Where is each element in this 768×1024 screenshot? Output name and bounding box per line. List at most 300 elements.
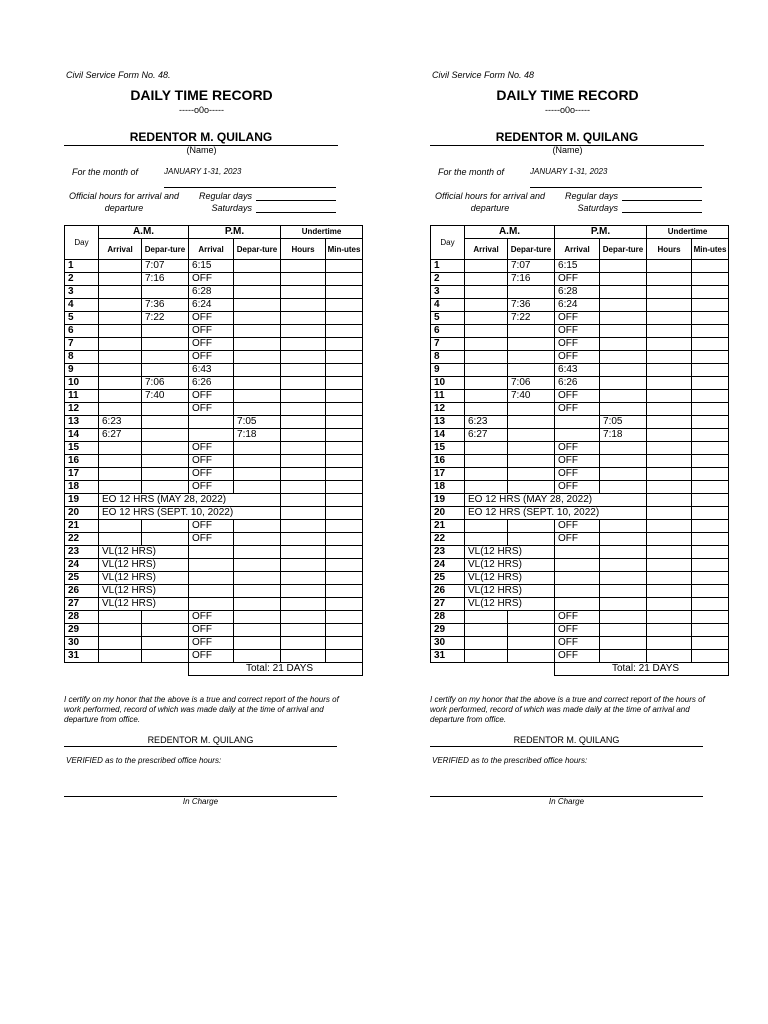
- day-number: 14: [65, 429, 99, 442]
- table-row: [65, 403, 363, 416]
- table-row: [431, 377, 729, 390]
- day-number: 19: [431, 494, 465, 507]
- am-departure-cell: [142, 286, 189, 299]
- pm-departure-cell: [600, 520, 647, 533]
- empty-cell: [555, 572, 600, 585]
- table-row: [65, 364, 363, 377]
- table-row: [65, 273, 363, 286]
- pm-departure-cell: [600, 468, 647, 481]
- am-arrival-cell: [99, 390, 142, 403]
- total-days: Total: 21 DAYS: [555, 663, 729, 676]
- pm-departure-cell: [234, 442, 281, 455]
- empty-cell: [234, 559, 281, 572]
- day-number: 6: [431, 325, 465, 338]
- day-number: 26: [65, 585, 99, 598]
- undertime-hours-cell: [281, 455, 326, 468]
- am-departure-cell: [508, 325, 555, 338]
- pm-arrival-cell: OFF: [555, 533, 600, 546]
- undertime-minutes-cell: [326, 273, 363, 286]
- pm-departure-cell: [234, 468, 281, 481]
- saturdays-label: Saturdays: [211, 203, 252, 213]
- pm-arrival-cell: OFF: [555, 650, 600, 663]
- am-header: A.M.: [99, 226, 189, 239]
- am-departure-cell: [142, 611, 189, 624]
- am-departure-cell: 7:16: [142, 273, 189, 286]
- undertime-hours-cell: [647, 351, 692, 364]
- pm-arrival-cell: OFF: [555, 468, 600, 481]
- undertime-minutes-cell: [326, 286, 363, 299]
- am-arrival-cell: [99, 338, 142, 351]
- signature-name: REDENTOR M. QUILANG: [64, 735, 337, 747]
- month-label: For the month of: [438, 167, 505, 177]
- row-remark: VL(12 HRS): [465, 546, 555, 559]
- saturdays-label: Saturdays: [577, 203, 618, 213]
- day-number: 19: [65, 494, 99, 507]
- day-number: 8: [431, 351, 465, 364]
- table-row: [431, 390, 729, 403]
- am-departure-cell: [142, 429, 189, 442]
- undertime-minutes-cell: [692, 559, 729, 572]
- am-departure-cell: [142, 637, 189, 650]
- day-number: 12: [65, 403, 99, 416]
- undertime-hours-cell: [647, 507, 692, 520]
- pm-arrival-cell: OFF: [189, 611, 234, 624]
- undertime-hours-cell: [647, 416, 692, 429]
- am-departure-cell: [508, 611, 555, 624]
- am-arrival-cell: [465, 312, 508, 325]
- am-departure-cell: [508, 403, 555, 416]
- undertime-hours-cell: [647, 260, 692, 273]
- undertime-minutes-cell: [692, 429, 729, 442]
- am-arrival-cell: [99, 273, 142, 286]
- pm-arrival-cell: 6:28: [189, 286, 234, 299]
- am-departure-cell: [508, 364, 555, 377]
- table-row: [65, 377, 363, 390]
- am-arrival-cell: [465, 390, 508, 403]
- empty-cell: [189, 572, 234, 585]
- table-row: [431, 598, 729, 611]
- pm-departure-cell: 7:05: [234, 416, 281, 429]
- row-remark: VL(12 HRS): [99, 559, 189, 572]
- day-number: 20: [65, 507, 99, 520]
- day-number: 23: [65, 546, 99, 559]
- undertime-minutes-cell: [326, 403, 363, 416]
- undertime-hours-cell: [647, 559, 692, 572]
- pm-departure-cell: [600, 455, 647, 468]
- undertime-minutes-cell: [692, 442, 729, 455]
- undertime-minutes-cell: [692, 299, 729, 312]
- day-header: Day: [65, 226, 99, 260]
- pm-arrival-cell: OFF: [555, 325, 600, 338]
- am-arrival-cell: [99, 637, 142, 650]
- regular-days-line: [622, 200, 702, 201]
- am-departure-cell: [142, 481, 189, 494]
- pm-departure-cell: [600, 637, 647, 650]
- name-caption: (Name): [552, 145, 583, 155]
- undertime-hours-cell: [281, 325, 326, 338]
- day-number: 25: [431, 572, 465, 585]
- pm-departure-cell: [234, 338, 281, 351]
- day-number: 9: [431, 364, 465, 377]
- pm-arrival-cell: OFF: [189, 403, 234, 416]
- table-row: [431, 494, 729, 507]
- day-number: 18: [65, 481, 99, 494]
- row-remark: VL(12 HRS): [465, 598, 555, 611]
- am-arrival-cell: [99, 611, 142, 624]
- undertime-hours-cell: [647, 403, 692, 416]
- pm-arrival-cell: 6:28: [555, 286, 600, 299]
- undertime-minutes-cell: [692, 481, 729, 494]
- undertime-minutes-cell: [326, 650, 363, 663]
- am-departure-cell: 7:07: [142, 260, 189, 273]
- am-arrival-cell: [465, 520, 508, 533]
- am-departure-cell: [142, 533, 189, 546]
- undertime-minutes-cell: [326, 611, 363, 624]
- undertime-hours-cell: [281, 611, 326, 624]
- pm-departure-cell: [234, 455, 281, 468]
- undertime-hours-cell: [281, 546, 326, 559]
- time-record-table: [64, 225, 363, 676]
- form-title: DAILY TIME RECORD: [496, 87, 639, 103]
- day-number: 13: [431, 416, 465, 429]
- undertime-hours-cell: [647, 533, 692, 546]
- table-row: [65, 260, 363, 273]
- pm-departure-cell: [234, 325, 281, 338]
- am-arrival-cell: [99, 468, 142, 481]
- pm-arrival-cell: OFF: [555, 455, 600, 468]
- am-departure-header: Depar-ture: [508, 239, 555, 260]
- employee-name: REDENTOR M. QUILANG: [64, 130, 338, 146]
- empty-cell: [189, 585, 234, 598]
- table-row: [431, 572, 729, 585]
- table-row: [65, 572, 363, 585]
- undertime-minutes-cell: [326, 429, 363, 442]
- am-departure-header: Depar-ture: [142, 239, 189, 260]
- title-ornament: -----o0o-----: [179, 105, 224, 115]
- undertime-minutes-cell: [326, 546, 363, 559]
- saturdays-line: [622, 212, 702, 213]
- undertime-hours-cell: [281, 273, 326, 286]
- undertime-minutes-cell: [692, 325, 729, 338]
- table-row: [65, 481, 363, 494]
- am-arrival-cell: [99, 520, 142, 533]
- undertime-minutes-cell: [692, 572, 729, 585]
- am-arrival-cell: [99, 364, 142, 377]
- am-departure-cell: 7:40: [508, 390, 555, 403]
- table-row: [431, 260, 729, 273]
- undertime-minutes-cell: [692, 351, 729, 364]
- pm-departure-cell: [234, 351, 281, 364]
- saturdays-line: [256, 212, 336, 213]
- day-number: 22: [65, 533, 99, 546]
- pm-arrival-cell: OFF: [555, 442, 600, 455]
- undertime-hours-cell: [647, 598, 692, 611]
- pm-arrival-cell: OFF: [555, 520, 600, 533]
- day-number: 4: [431, 299, 465, 312]
- day-number: 23: [431, 546, 465, 559]
- undertime-minutes-cell: [326, 377, 363, 390]
- am-departure-cell: [142, 650, 189, 663]
- row-remark: VL(12 HRS): [99, 598, 189, 611]
- pm-arrival-cell: 6:15: [189, 260, 234, 273]
- pm-arrival-cell: 6:43: [555, 364, 600, 377]
- undertime-hours-cell: [647, 468, 692, 481]
- am-arrival-cell: [99, 351, 142, 364]
- row-remark: VL(12 HRS): [99, 572, 189, 585]
- day-number: 31: [65, 650, 99, 663]
- day-number: 17: [431, 468, 465, 481]
- day-number: 25: [65, 572, 99, 585]
- day-number: 18: [431, 481, 465, 494]
- undertime-minutes-cell: [326, 325, 363, 338]
- official-hours-label: Official hours for arrival and departure: [68, 191, 180, 213]
- verified-text: VERIFIED as to the prescribed office hours:: [66, 756, 222, 765]
- day-number: 24: [431, 559, 465, 572]
- table-row: [65, 624, 363, 637]
- pm-arrival-cell: 6:43: [189, 364, 234, 377]
- am-arrival-cell: [465, 377, 508, 390]
- regular-days-label: Regular days: [564, 191, 618, 201]
- table-row: [65, 312, 363, 325]
- pm-departure-cell: [234, 273, 281, 286]
- am-departure-cell: [142, 416, 189, 429]
- pm-departure-cell: [600, 312, 647, 325]
- table-row: [431, 273, 729, 286]
- title-ornament: -----o0o-----: [545, 105, 590, 115]
- undertime-minutes-cell: [326, 364, 363, 377]
- empty-cell: [555, 559, 600, 572]
- undertime-minutes-cell: [326, 481, 363, 494]
- pm-departure-cell: [600, 325, 647, 338]
- am-arrival-cell: [465, 299, 508, 312]
- am-arrival-cell: [99, 650, 142, 663]
- pm-departure-cell: 7:18: [600, 429, 647, 442]
- am-arrival-cell: [465, 442, 508, 455]
- day-number: 30: [431, 637, 465, 650]
- pm-departure-cell: [234, 637, 281, 650]
- undertime-hours-cell: [281, 624, 326, 637]
- table-row: [65, 338, 363, 351]
- pm-departure-cell: [234, 364, 281, 377]
- day-number: 6: [65, 325, 99, 338]
- table-row: [65, 416, 363, 429]
- undertime-minutes-cell: [692, 598, 729, 611]
- undertime-minutes-cell: [692, 377, 729, 390]
- regular-days-label: Regular days: [198, 191, 252, 201]
- day-number: 12: [431, 403, 465, 416]
- undertime-hours-cell: [281, 507, 326, 520]
- table-row: [431, 429, 729, 442]
- am-arrival-cell: 6:23: [465, 416, 508, 429]
- pm-header: P.M.: [555, 226, 647, 239]
- row-remark: VL(12 HRS): [99, 546, 189, 559]
- month-value: JANUARY 1-31, 2023: [530, 167, 702, 188]
- table-row: [431, 364, 729, 377]
- pm-arrival-cell: OFF: [189, 624, 234, 637]
- pm-departure-cell: 7:18: [234, 429, 281, 442]
- pm-arrival-cell: [555, 416, 600, 429]
- empty-cell: [234, 585, 281, 598]
- pm-departure-cell: [600, 338, 647, 351]
- am-arrival-cell: [99, 299, 142, 312]
- day-number: 16: [65, 455, 99, 468]
- table-row: [431, 338, 729, 351]
- am-arrival-cell: [465, 273, 508, 286]
- table-row: [65, 351, 363, 364]
- am-arrival-cell: [465, 533, 508, 546]
- certification-text: I certify on my honor that the above is a true and correct report of the hours of work performed, record of which was made daily at the time of arrival and departure from office.: [430, 695, 705, 724]
- table-row: [431, 507, 729, 520]
- day-number: 24: [65, 559, 99, 572]
- am-departure-cell: [508, 481, 555, 494]
- undertime-hours-cell: [647, 442, 692, 455]
- pm-departure-cell: [234, 312, 281, 325]
- am-departure-cell: [142, 338, 189, 351]
- undertime-hours-cell: [647, 481, 692, 494]
- undertime-hours-cell: [281, 416, 326, 429]
- table-row: [431, 351, 729, 364]
- undertime-hours-cell: [647, 637, 692, 650]
- table-row: [65, 507, 363, 520]
- undertime-hours-cell: [281, 481, 326, 494]
- am-departure-cell: [142, 442, 189, 455]
- am-arrival-cell: [99, 260, 142, 273]
- pm-arrival-cell: [189, 416, 234, 429]
- undertime-hours-cell: [281, 559, 326, 572]
- am-departure-cell: [508, 520, 555, 533]
- am-departure-cell: [508, 637, 555, 650]
- table-row: [431, 312, 729, 325]
- table-row: [65, 611, 363, 624]
- signature-name: REDENTOR M. QUILANG: [430, 735, 703, 747]
- undertime-minutes-cell: [326, 637, 363, 650]
- empty-cell: [189, 546, 234, 559]
- am-departure-cell: 7:36: [508, 299, 555, 312]
- pm-departure-cell: [600, 260, 647, 273]
- pm-arrival-cell: OFF: [189, 455, 234, 468]
- am-departure-cell: 7:40: [142, 390, 189, 403]
- day-header: Day: [431, 226, 465, 260]
- am-departure-cell: [508, 416, 555, 429]
- day-number: 28: [431, 611, 465, 624]
- undertime-minutes-cell: [692, 364, 729, 377]
- day-number: 3: [65, 286, 99, 299]
- day-number: 10: [65, 377, 99, 390]
- table-row: [65, 585, 363, 598]
- am-arrival-header: Arrival: [465, 239, 508, 260]
- pm-departure-cell: [600, 286, 647, 299]
- am-arrival-cell: [99, 481, 142, 494]
- undertime-minutes-cell: [326, 585, 363, 598]
- pm-arrival-cell: OFF: [189, 390, 234, 403]
- am-arrival-cell: [465, 650, 508, 663]
- row-remark: VL(12 HRS): [465, 559, 555, 572]
- table-row: [65, 520, 363, 533]
- pm-arrival-cell: 6:26: [189, 377, 234, 390]
- am-arrival-cell: [99, 286, 142, 299]
- undertime-minutes-cell: [692, 533, 729, 546]
- total-days: Total: 21 DAYS: [189, 663, 363, 676]
- am-departure-cell: [508, 351, 555, 364]
- undertime-minutes-cell: [326, 468, 363, 481]
- pm-departure-cell: [600, 533, 647, 546]
- total-spacer: [431, 663, 555, 676]
- table-row: [431, 585, 729, 598]
- am-departure-cell: [508, 338, 555, 351]
- pm-departure-cell: [600, 377, 647, 390]
- table-row: [431, 624, 729, 637]
- am-arrival-cell: [99, 533, 142, 546]
- am-arrival-cell: [99, 312, 142, 325]
- table-row: [65, 299, 363, 312]
- undertime-header: Undertime: [647, 226, 729, 239]
- pm-arrival-header: Arrival: [189, 239, 234, 260]
- empty-cell: [234, 598, 281, 611]
- undertime-hours-cell: [281, 377, 326, 390]
- am-departure-cell: [508, 468, 555, 481]
- pm-arrival-cell: 6:15: [555, 260, 600, 273]
- day-number: 29: [431, 624, 465, 637]
- undertime-minutes-cell: [692, 624, 729, 637]
- undertime-hours-cell: [647, 312, 692, 325]
- am-departure-cell: 7:36: [142, 299, 189, 312]
- certification-text: I certify on my honor that the above is a true and correct report of the hours of work performed, record of which was made daily at the time of arrival and departure from office.: [64, 695, 339, 724]
- empty-cell: [600, 546, 647, 559]
- pm-departure-cell: [600, 611, 647, 624]
- row-remark: EO 12 HRS (MAY 28, 2022): [99, 494, 281, 507]
- pm-arrival-cell: 6:24: [189, 299, 234, 312]
- empty-cell: [234, 572, 281, 585]
- pm-arrival-cell: OFF: [555, 351, 600, 364]
- pm-arrival-cell: OFF: [189, 468, 234, 481]
- undertime-hours-cell: [647, 520, 692, 533]
- pm-arrival-cell: OFF: [189, 273, 234, 286]
- am-arrival-cell: [465, 286, 508, 299]
- day-number: 3: [431, 286, 465, 299]
- pm-arrival-cell: OFF: [189, 312, 234, 325]
- pm-departure-cell: [600, 442, 647, 455]
- month-label: For the month of: [72, 167, 139, 177]
- pm-arrival-cell: OFF: [555, 481, 600, 494]
- undertime-minutes-cell: [326, 312, 363, 325]
- undertime-hours-cell: [281, 572, 326, 585]
- undertime-hours-cell: [647, 572, 692, 585]
- minutes-header: Min-utes: [326, 239, 363, 260]
- table-row: [65, 598, 363, 611]
- total-spacer: [65, 663, 189, 676]
- am-departure-cell: [142, 325, 189, 338]
- undertime-minutes-cell: [692, 403, 729, 416]
- minutes-header: Min-utes: [692, 239, 729, 260]
- day-number: 15: [431, 442, 465, 455]
- undertime-hours-cell: [647, 455, 692, 468]
- pm-departure-cell: [234, 650, 281, 663]
- day-number: 4: [65, 299, 99, 312]
- pm-arrival-cell: OFF: [189, 325, 234, 338]
- undertime-minutes-cell: [692, 637, 729, 650]
- undertime-hours-cell: [647, 650, 692, 663]
- undertime-minutes-cell: [692, 494, 729, 507]
- day-number: 5: [65, 312, 99, 325]
- day-number: 2: [65, 273, 99, 286]
- am-arrival-cell: 6:27: [465, 429, 508, 442]
- undertime-minutes-cell: [326, 624, 363, 637]
- undertime-hours-cell: [647, 390, 692, 403]
- am-arrival-cell: 6:27: [99, 429, 142, 442]
- am-arrival-cell: [465, 481, 508, 494]
- day-number: 16: [431, 455, 465, 468]
- am-departure-cell: [508, 624, 555, 637]
